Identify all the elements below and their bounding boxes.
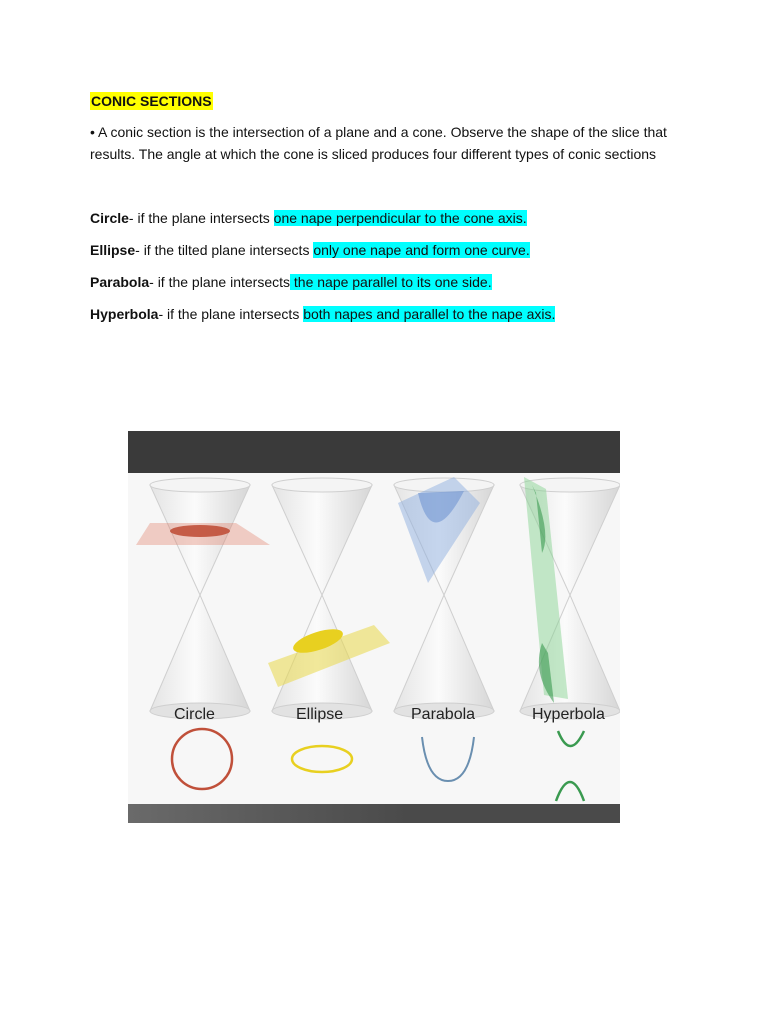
definition-text: - if the plane intersects <box>128 210 274 226</box>
definition-text: - if the plane intersects <box>158 306 304 322</box>
page-title: CONIC SECTIONS <box>91 93 212 109</box>
document-page <box>90 92 690 336</box>
conic-sections-figure <box>128 431 620 823</box>
circle-curve <box>172 729 232 789</box>
definition-highlight: the nape parallel to its one side. <box>290 274 492 290</box>
parabola-double-cone <box>394 477 494 719</box>
definition-highlight: both napes and parallel to the nape axis. <box>303 306 556 322</box>
parabola-curve <box>422 737 474 781</box>
definition-term: Parabola <box>90 274 150 290</box>
hyperbola-double-cone <box>520 477 620 719</box>
figure-illustration <box>128 473 620 804</box>
intro-paragraph: • A conic section is the intersection of a plane and a cone. Observe the shape of the slice that results. The angle at which the cone is sliced produces four different types of conic sections <box>90 124 667 162</box>
definition-circle <box>90 208 690 228</box>
definitions-list <box>90 208 690 324</box>
hyperbola-curve-bottom <box>556 782 584 801</box>
ellipse-curve <box>292 746 352 772</box>
caption-hyperbola: Hyperbola <box>532 706 605 723</box>
caption-parabola: Parabola <box>411 706 476 723</box>
hyperbola-curve-top <box>558 731 584 746</box>
caption-ellipse: Ellipse <box>296 706 344 723</box>
figure-bottom-bar <box>128 804 620 823</box>
definition-highlight: one nape perpendicular to the cone axis. <box>273 210 527 226</box>
definition-parabola <box>90 272 690 292</box>
definition-highlight: only one nape and form one curve. <box>313 242 530 258</box>
definition-hyperbola <box>90 304 690 324</box>
ellipse-double-cone <box>268 478 390 719</box>
caption-circle: Circle <box>174 706 215 723</box>
definition-term: Hyperbola <box>90 306 159 322</box>
definition-text: - if the tilted plane intersects <box>135 242 314 258</box>
definition-ellipse <box>90 240 690 260</box>
figure-top-bar <box>128 431 620 473</box>
definition-text: - if the plane intersects <box>149 274 290 290</box>
definition-term: Circle <box>90 210 129 226</box>
circle-slice <box>170 525 230 537</box>
definition-term: Ellipse <box>90 242 136 258</box>
circle-double-cone <box>136 478 270 719</box>
